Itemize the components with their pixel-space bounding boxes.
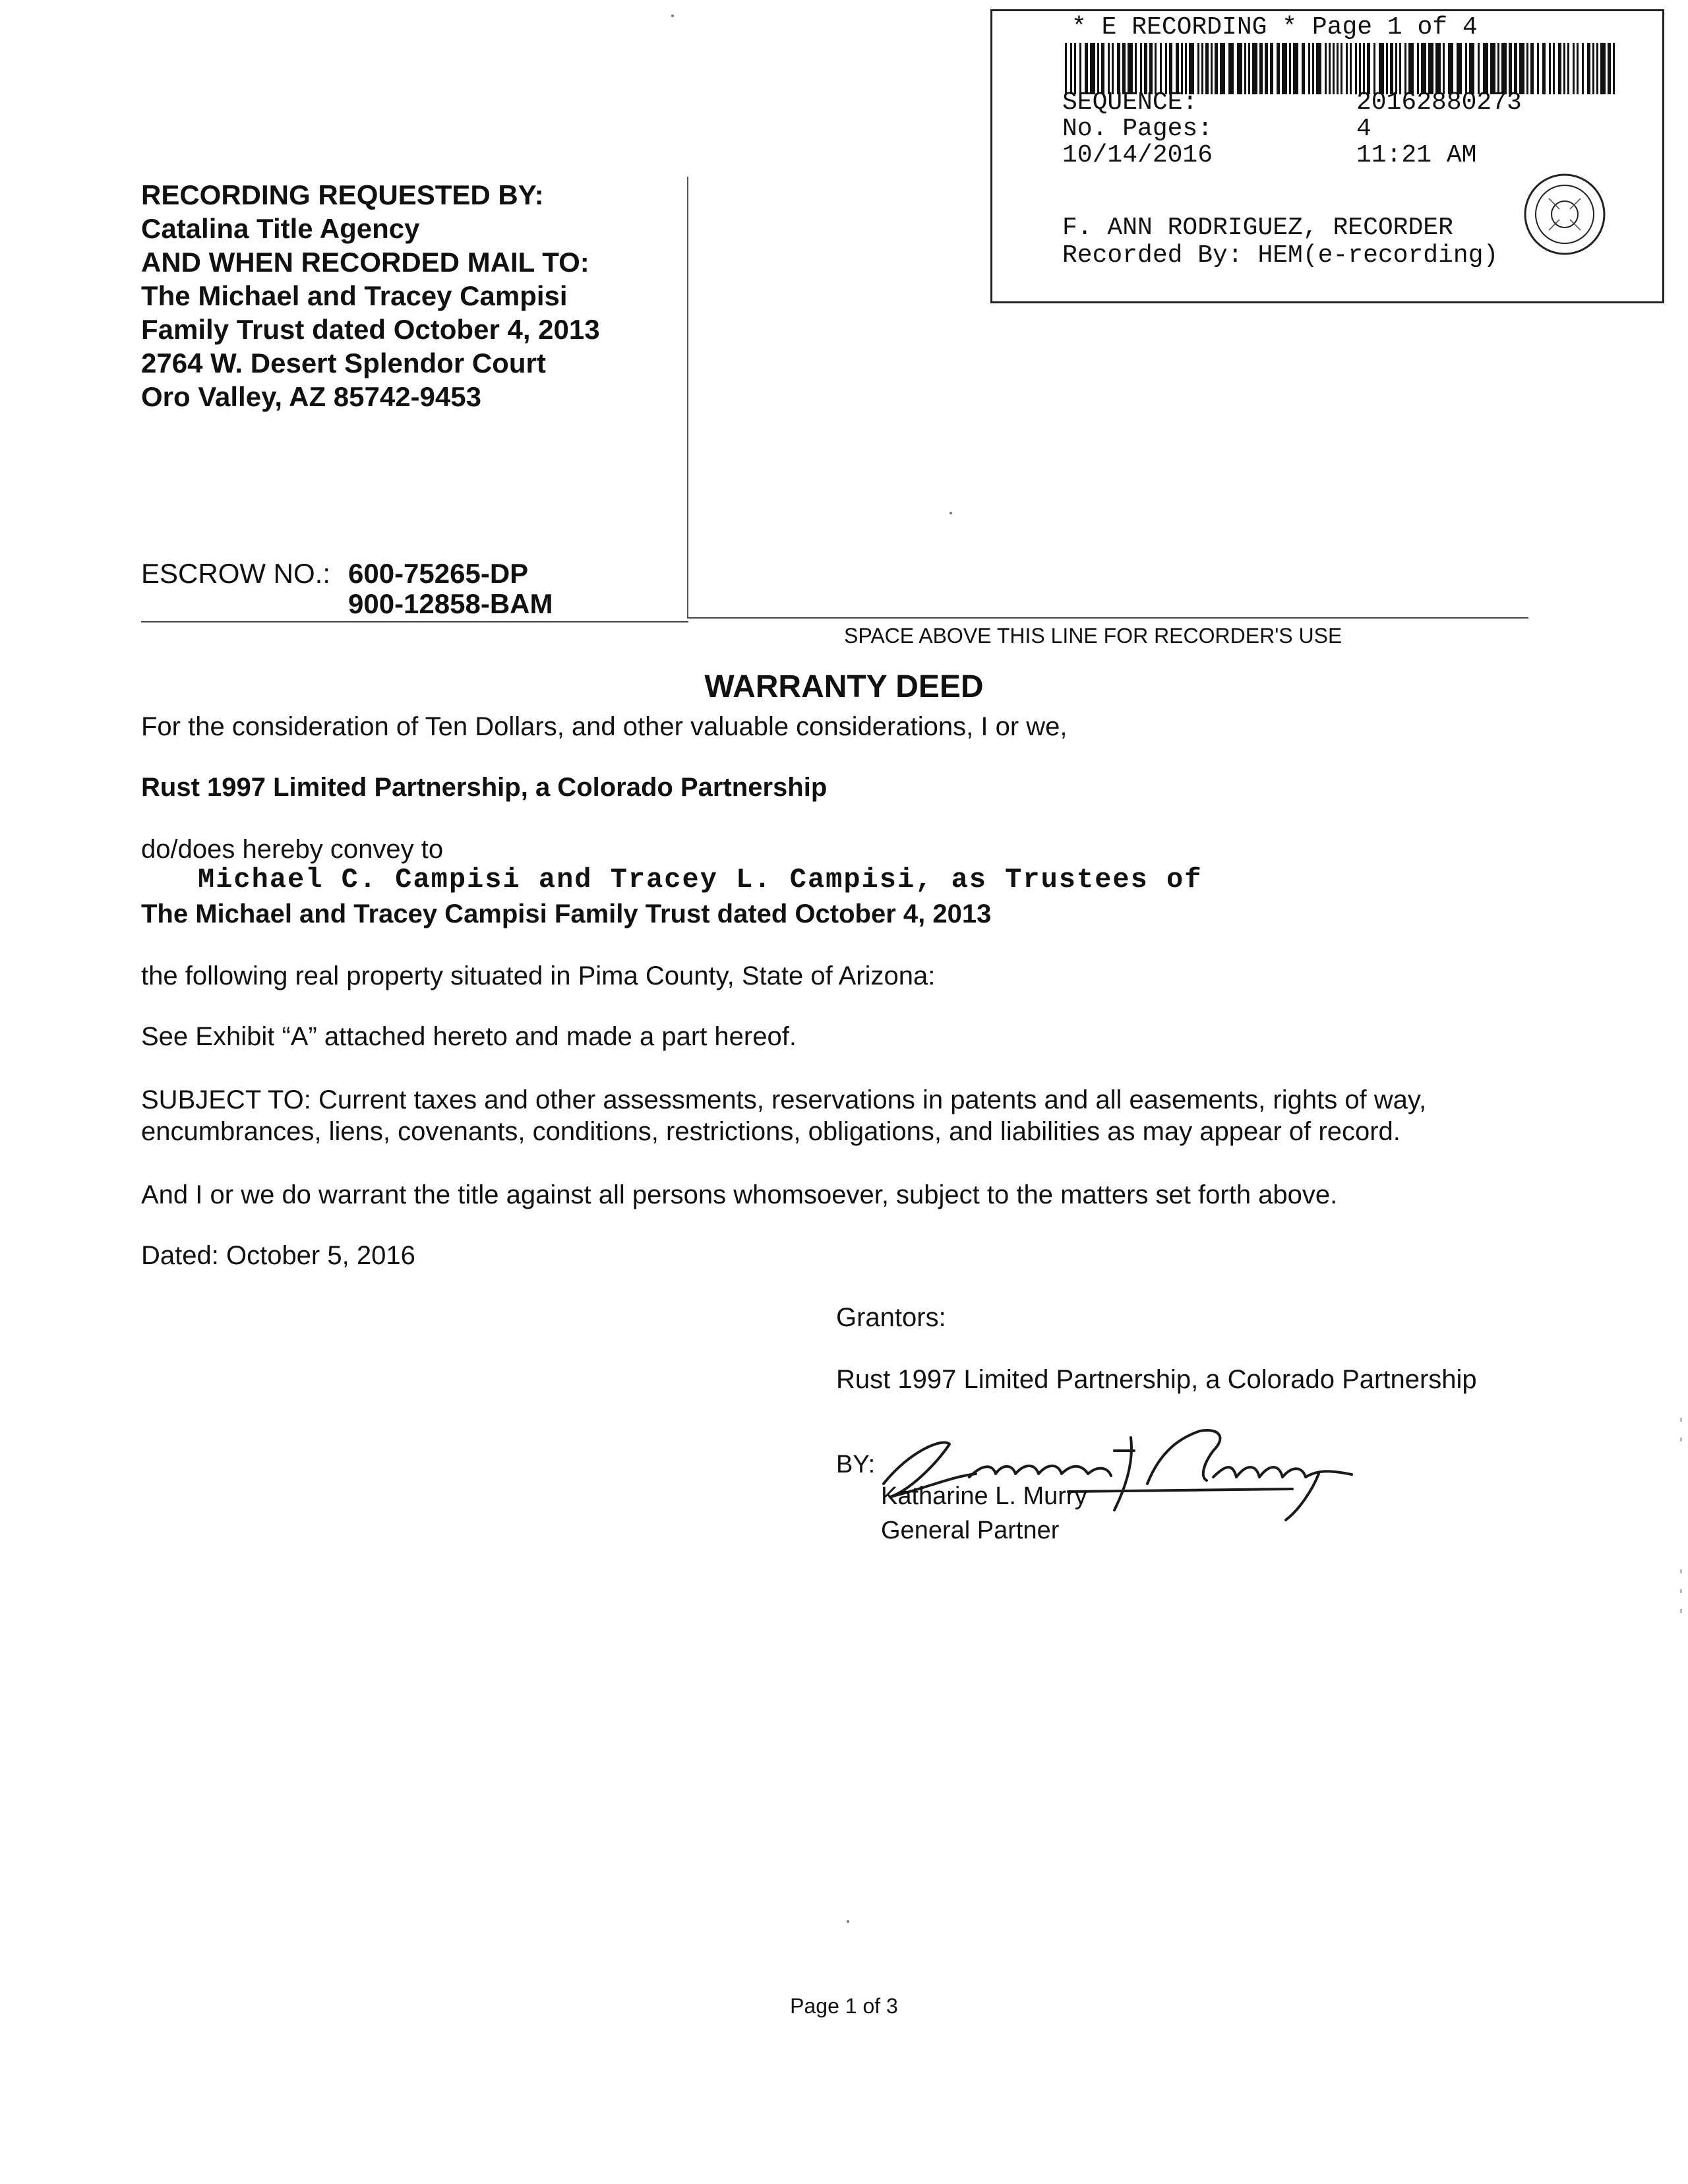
recorder-stamp bbox=[990, 9, 1664, 303]
county-seal-icon bbox=[1522, 172, 1607, 257]
mail-to-heading: AND WHEN RECORDED MAIL TO: bbox=[141, 247, 589, 278]
mail-to-trust: Family Trust dated October 4, 2013 bbox=[141, 314, 600, 345]
stamp-header: * E RECORDING * Page 1 of 4 bbox=[1071, 13, 1478, 42]
subject-to-line-2: encumbrances, liens, covenants, conditions, restrictions, obligations, and liabilities as may appear of record. bbox=[141, 1117, 1401, 1146]
scan-edge-mark bbox=[1680, 1438, 1682, 1441]
subject-to-line-1: SUBJECT TO: Current taxes and other assessments, reservations in patents and all easements, rights of way, bbox=[141, 1085, 1427, 1114]
by-label: BY: bbox=[836, 1451, 876, 1478]
consideration-text: For the consideration of Ten Dollars, and other valuable considerations, I or we, bbox=[141, 712, 1068, 741]
scan-edge-mark bbox=[1680, 1609, 1682, 1613]
escrow-label: ESCROW NO.: bbox=[141, 558, 331, 589]
grantors-label: Grantors: bbox=[836, 1303, 946, 1332]
grantee-trust: The Michael and Tracey Campisi Family Trust dated October 4, 2013 bbox=[141, 899, 992, 928]
warranty-clause: And I or we do warrant the title against all persons whomsoever, subject to the matters set forth above. bbox=[141, 1180, 1338, 1209]
exhibit-reference: See Exhibit “A” attached hereto and made a part hereof. bbox=[141, 1022, 797, 1051]
deed-title: WARRANTY DEED bbox=[704, 669, 984, 704]
scan-speck bbox=[847, 1920, 849, 1923]
mail-to-name: The Michael and Tracey Campisi bbox=[141, 280, 568, 311]
requested-by-agency: Catalina Title Agency bbox=[141, 213, 420, 244]
scan-speck bbox=[950, 512, 952, 514]
column-divider bbox=[687, 177, 688, 619]
mail-to-city: Oro Valley, AZ 85742-9453 bbox=[141, 381, 481, 412]
scan-speck bbox=[671, 15, 674, 17]
recorded-by: Recorded By: HEM(e-recording) bbox=[1062, 241, 1499, 270]
page-number: Page 1 of 3 bbox=[790, 1994, 898, 2018]
signer-title: General Partner bbox=[881, 1517, 1060, 1544]
record-date: 10/14/2016 bbox=[1062, 141, 1213, 169]
grantor-name: Rust 1997 Limited Partnership, a Colorado Partnership bbox=[141, 773, 828, 802]
signer-name: Katharine L. Murry bbox=[881, 1482, 1087, 1510]
recorder-name: F. ANN RODRIGUEZ, RECORDER bbox=[1062, 214, 1453, 242]
convey-text: do/does hereby convey to bbox=[141, 835, 444, 864]
pages-label: No. Pages: bbox=[1062, 115, 1213, 143]
handwritten-signature bbox=[870, 1411, 1385, 1530]
record-time: 11:21 AM bbox=[1356, 141, 1477, 169]
escrow-number-1: 600-75265-DP bbox=[348, 558, 529, 589]
pages-value: 4 bbox=[1356, 115, 1372, 143]
requested-by-heading: RECORDING REQUESTED BY: bbox=[141, 179, 544, 210]
recorder-use-notice: SPACE ABOVE THIS LINE FOR RECORDER'S USE bbox=[844, 624, 1342, 648]
mail-to-street: 2764 W. Desert Splendor Court bbox=[141, 348, 546, 379]
grantee-trustees: Michael C. Campisi and Tracey L. Campisi, as Trustees of bbox=[198, 864, 1203, 895]
escrow-number-2: 900-12858-BAM bbox=[348, 588, 553, 619]
grantors-name: Rust 1997 Limited Partnership, a Colorado Partnership bbox=[836, 1365, 1477, 1394]
recording-requested-block bbox=[141, 178, 600, 413]
dated-line: Dated: October 5, 2016 bbox=[141, 1241, 415, 1270]
scan-edge-mark bbox=[1680, 1569, 1682, 1573]
property-location-text: the following real property situated in Pima County, State of Arizona: bbox=[141, 961, 936, 990]
sequence-label: SEQUENCE: bbox=[1062, 88, 1198, 117]
scan-edge-mark bbox=[1680, 1418, 1682, 1422]
barcode-icon bbox=[1065, 43, 1619, 94]
scan-edge-mark bbox=[1680, 1589, 1682, 1593]
divider-line-right bbox=[688, 617, 1528, 619]
sequence-value: 20162880273 bbox=[1356, 88, 1522, 117]
divider-line-left bbox=[141, 621, 688, 622]
